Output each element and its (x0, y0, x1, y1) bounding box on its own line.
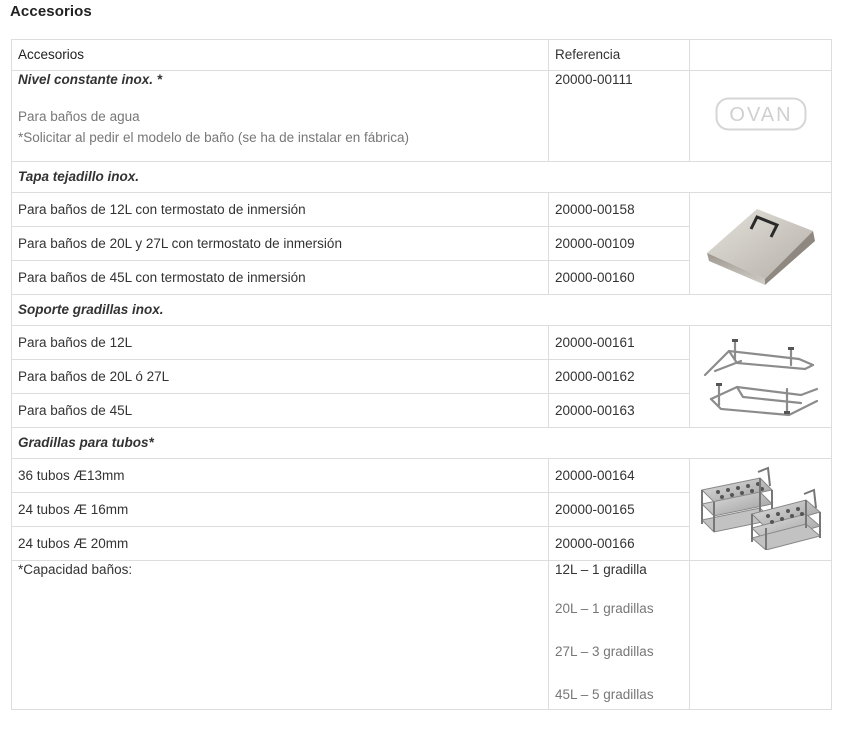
row-ref: 20000-00109 (549, 227, 690, 261)
nivel-title: Nivel constante inox. * (18, 72, 163, 87)
lid-image-cell (690, 193, 832, 295)
row-ref: 20000-00163 (549, 394, 690, 428)
row-desc: 36 tubos Æ13mm (12, 459, 549, 493)
row-desc: Para baños de 45L con termostato de inmersión (12, 261, 549, 295)
section-title-tapa: Tapa tejadillo inox. (12, 162, 832, 193)
section-title-gradillas: Gradillas para tubos* (12, 428, 832, 459)
svg-text:OVAN: OVAN (728, 103, 793, 126)
capacidad-value: 27L – 3 gradillas (555, 644, 654, 659)
row-ref: 20000-00166 (549, 527, 690, 561)
nivel-logo-cell (690, 71, 832, 162)
nivel-line1: Para baños de agua (18, 109, 140, 124)
header-image (690, 40, 832, 71)
rack-support-image-cell (690, 326, 832, 428)
table-row-nivel (12, 71, 832, 162)
section-row-tapa (12, 162, 832, 193)
capacidad-value: 45L – 5 gradillas (555, 687, 654, 702)
row-ref: 20000-00160 (549, 261, 690, 295)
capacidad-label: *Capacidad baños: (12, 561, 549, 710)
row-desc: Para baños de 20L ó 27L (12, 360, 549, 394)
row-desc: 24 tubos Æ 16mm (12, 493, 549, 527)
table-row (12, 193, 832, 227)
ovan-logo (715, 97, 807, 131)
page-title: Accesorios (10, 3, 92, 20)
section-row-gradillas (12, 428, 832, 459)
row-desc: 24 tubos Æ 20mm (12, 527, 549, 561)
header-accesorios: Accesorios (12, 40, 549, 71)
section-title-soporte: Soporte gradillas inox. (12, 295, 832, 326)
table-row (12, 326, 832, 360)
row-ref: 20000-00158 (549, 193, 690, 227)
rack-support-image (701, 331, 821, 417)
row-ref: 20000-00164 (549, 459, 690, 493)
row-ref: 20000-00162 (549, 360, 690, 394)
capacidad-value: 20L – 1 gradillas (555, 601, 654, 616)
accessories-table (11, 39, 832, 710)
nivel-ref: 20000-00111 (549, 71, 690, 162)
row-ref: 20000-00161 (549, 326, 690, 360)
row-desc: Para baños de 12L con termostato de inmersión (12, 193, 549, 227)
row-ref: 20000-00165 (549, 493, 690, 527)
table-header-row (12, 40, 832, 71)
header-referencia: Referencia (549, 40, 690, 71)
section-row-soporte (12, 295, 832, 326)
nivel-description (12, 71, 549, 162)
capacidad-values (549, 561, 690, 710)
nivel-line2: *Solicitar al pedir el modelo de baño (se ha de instalar en fábrica) (18, 130, 409, 145)
row-desc: Para baños de 45L (12, 394, 549, 428)
row-desc: Para baños de 20L y 27L con termostato de inmersión (12, 227, 549, 261)
tube-racks-image-cell (690, 459, 832, 561)
table-row (12, 459, 832, 493)
table-row-capacidad (12, 561, 832, 710)
lid-image (705, 195, 817, 287)
capacidad-empty (690, 561, 832, 710)
row-desc: Para baños de 12L (12, 326, 549, 360)
tube-racks-image (698, 464, 824, 550)
capacidad-value: 12L – 1 gradilla (555, 562, 647, 577)
